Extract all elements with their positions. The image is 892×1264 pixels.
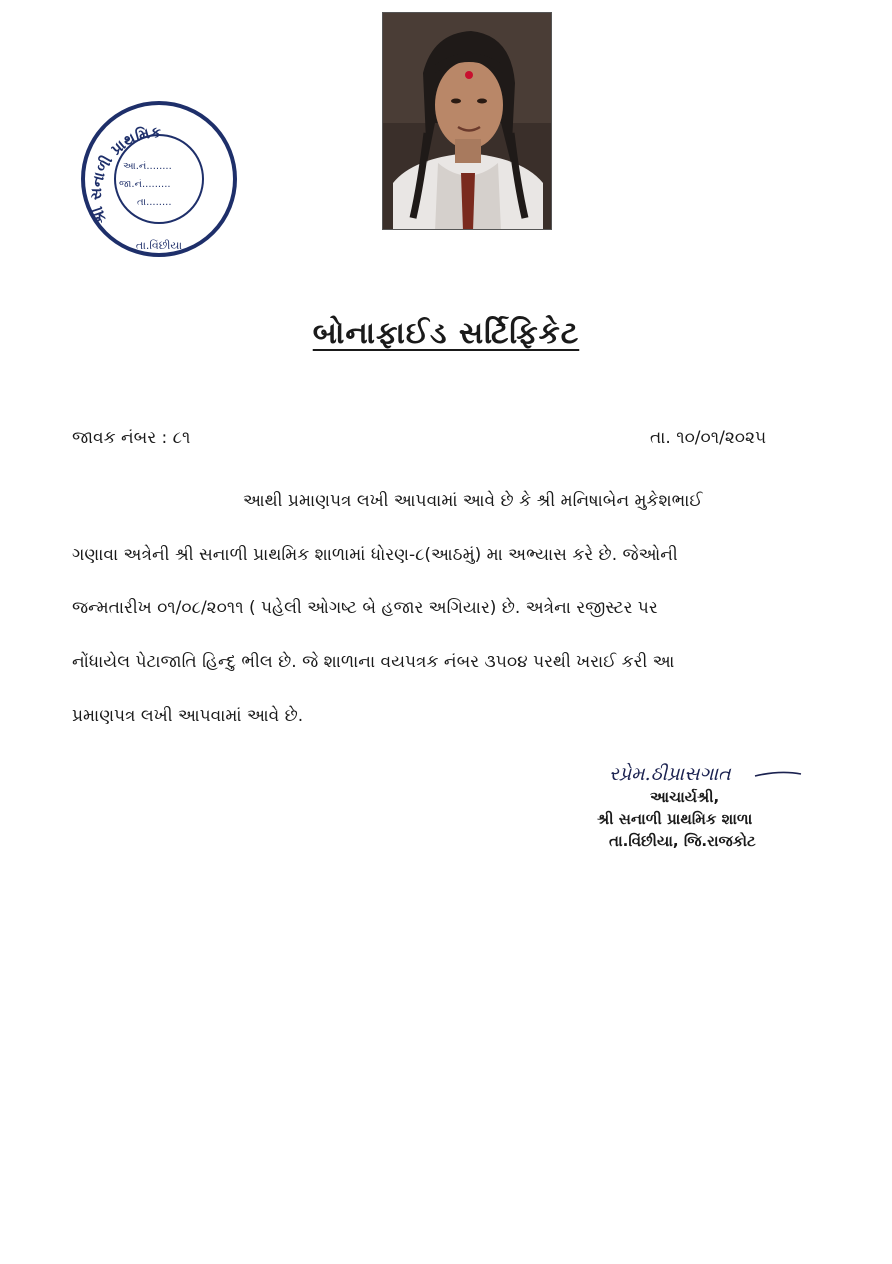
body-line-1: આથી પ્રમાણપત્ર લખી આપવામાં આવે છે કે શ્રી મનિષાબેન મુકેશભાઈ xyxy=(243,491,703,511)
stamp-line-3: તા........ xyxy=(137,197,172,208)
body-line-2: ગણાવા અત્રેની શ્રી સનાળી પ્રાથમિક શાળામાં ધોરણ-૮(આઠમું) મા અભ્યાસ કરે છે. જેઓની xyxy=(72,545,678,565)
body-line-5: પ્રમાણપત્ર લખી આપવામાં આવે છે. xyxy=(72,706,304,726)
stamp-line-1: આ.નં........ xyxy=(123,161,172,172)
signatory-school: શ્રી સનાળી પ્રાથમિક શાળા xyxy=(597,810,753,828)
student-photo xyxy=(382,12,552,230)
stamp-bottom-text: તા.વિંછીયા xyxy=(135,239,183,252)
signatory-location: તા.વિંછીયા, જિ.રાજકોટ xyxy=(609,832,756,850)
svg-text:શ્રી સનાળી પ્રાથમિક xyxy=(87,123,162,226)
stamp-ring-text: શ્રી સનાળી પ્રાથમિક xyxy=(86,123,162,226)
student-portrait-photo-icon xyxy=(383,13,552,230)
certificate-title: બોનાફાઈડ સર્ટિફિકેટ xyxy=(312,316,580,351)
handwritten-signature xyxy=(605,756,805,790)
body-line-4: નોંધાયેલ પેટાજાતિ હિન્દુ ભીલ છે. જે શાળાના વયપત્રક નંબર ૩૫૦૪ પરથી ખરાઈ કરી આ xyxy=(72,652,675,672)
signatory-designation: આચાર્યશ્રી, xyxy=(650,788,720,806)
school-seal-stamp xyxy=(79,101,239,258)
stamp-line-2: જા.નં......... xyxy=(119,179,171,190)
reference-number: જાવક નંબર : ૮૧ xyxy=(72,428,191,448)
certificate-date: તા. ૧૦/૦૧/૨૦૨૫ xyxy=(650,428,767,448)
body-line-3: જન્મતારીખ ૦૧/૦૮/૨૦૧૧ ( પહેલી ઓગષ્ટ બે હજાર અગિયાર) છે. અત્રેના રજીસ્ટર પર xyxy=(72,598,658,618)
signature-text: રપ્રેમ.ઠીપ્રાસગાત xyxy=(609,763,731,785)
